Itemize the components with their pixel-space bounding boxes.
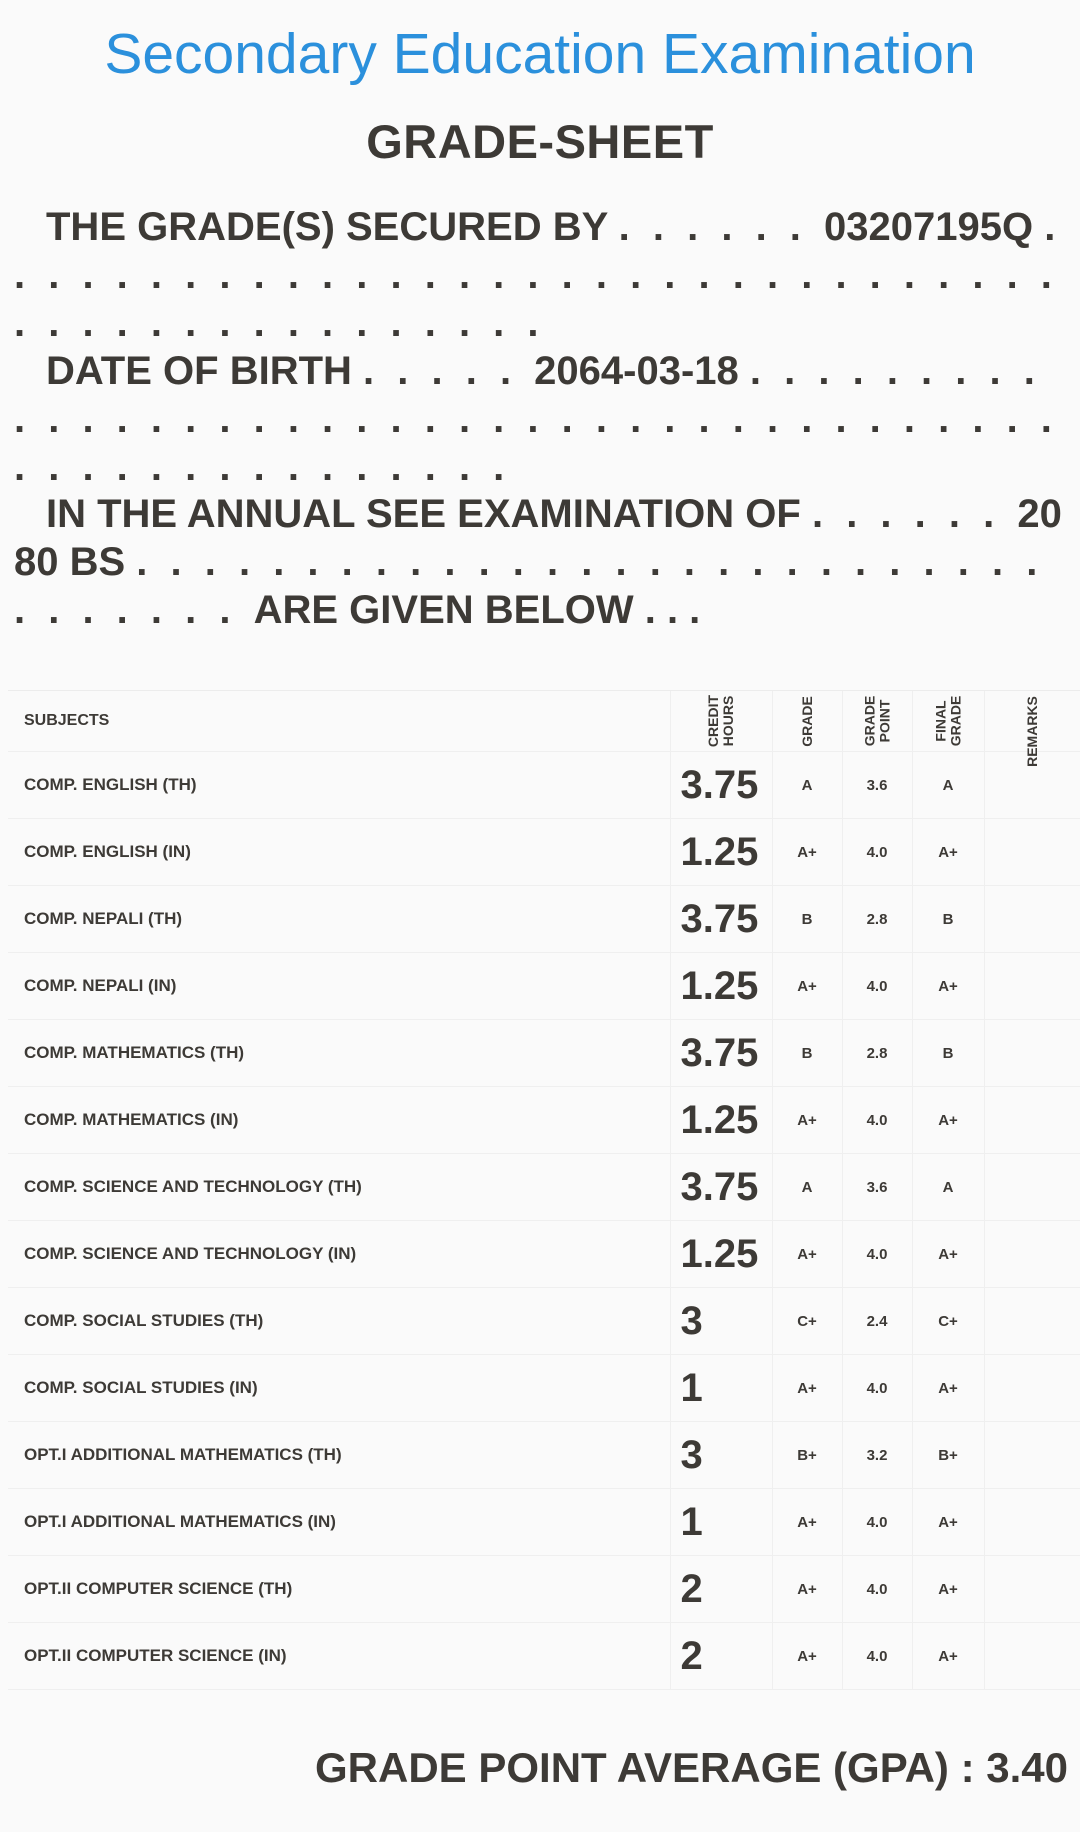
remarks-cell (984, 953, 1080, 1020)
remarks-cell (984, 1288, 1080, 1355)
header-subjects: SUBJECTS (8, 691, 670, 752)
credit-hours-cell: 1.25 (670, 1221, 772, 1288)
exam-year: 2080 BS (14, 492, 1062, 584)
final-grade-cell: A (912, 1154, 984, 1221)
grade-point-cell: 4.0 (842, 819, 912, 886)
exam-title: Secondary Education Examination (104, 22, 976, 86)
grade-cell: A+ (772, 1556, 842, 1623)
exam-line: IN THE ANNUAL SEE EXAMINATION OF . . . . . . 2080 BS . . . . . . . . . . . . . . . . . . . . . . . . . . . . . . . . . . ARE GIVEN BELOW . . . (14, 492, 1062, 632)
table-row (8, 1288, 1080, 1355)
header-remarks: REMARKS (984, 691, 1080, 752)
grade-cell: A (772, 1154, 842, 1221)
credit-hours-cell: 2 (670, 1556, 772, 1623)
gpa-summary (315, 1744, 1068, 1792)
remarks-cell (984, 1221, 1080, 1288)
grade-point-cell: 2.4 (842, 1288, 912, 1355)
final-grade-cell: A+ (912, 1489, 984, 1556)
grade-cell: A+ (772, 1623, 842, 1690)
final-grade-cell: A+ (912, 953, 984, 1020)
grade-point-cell: 3.6 (842, 1154, 912, 1221)
dob-line: DATE OF BIRTH . . . . . 2064-03-18 . . . . . . . . . . . . . . . . . . . . . . . . . . . . . . . . . . . . . . . . . . . . . . . . . . . . . . . (14, 349, 1058, 489)
credit-hours-cell: 3 (670, 1422, 772, 1489)
dob-value: 2064-03-18 (534, 349, 739, 393)
final-grade-cell: A+ (912, 1087, 984, 1154)
final-grade-cell: A+ (912, 1355, 984, 1422)
grade-point-cell: 2.8 (842, 1020, 912, 1087)
table-row (8, 752, 1080, 819)
subject-cell: COMP. SOCIAL STUDIES (TH) (8, 1288, 670, 1355)
final-grade-cell: B+ (912, 1422, 984, 1489)
subject-cell: COMP. SCIENCE AND TECHNOLOGY (TH) (8, 1154, 670, 1221)
grade-cell: B (772, 886, 842, 953)
table-row (8, 1355, 1080, 1422)
gpa-label: GRADE POINT AVERAGE (GPA) : (315, 1744, 975, 1791)
header-credit-hours: CREDIT HOURS (670, 691, 772, 752)
grades-table (8, 690, 1080, 1690)
table-row (8, 1489, 1080, 1556)
subject-cell: COMP. NEPALI (TH) (8, 886, 670, 953)
grade-point-cell: 4.0 (842, 1623, 912, 1690)
final-grade-cell: B (912, 886, 984, 953)
credit-hours-cell: 3.75 (670, 886, 772, 953)
final-grade-cell: B (912, 1020, 984, 1087)
remarks-cell (984, 819, 1080, 886)
header-grade: GRADE (772, 691, 842, 752)
table-row (8, 1422, 1080, 1489)
grade-cell: A (772, 752, 842, 819)
remarks-cell (984, 1623, 1080, 1690)
credit-hours-cell: 1 (670, 1489, 772, 1556)
table-row (8, 819, 1080, 886)
credit-hours-cell: 1.25 (670, 819, 772, 886)
final-grade-cell: C+ (912, 1288, 984, 1355)
grades-table-body (8, 752, 1080, 1690)
credit-hours-cell: 1.25 (670, 953, 772, 1020)
grade-point-cell: 4.0 (842, 1221, 912, 1288)
table-row (8, 953, 1080, 1020)
subject-cell: OPT.I ADDITIONAL MATHEMATICS (TH) (8, 1422, 670, 1489)
remarks-cell (984, 1087, 1080, 1154)
grade-point-cell: 4.0 (842, 953, 912, 1020)
gpa-value: 3.40 (986, 1744, 1068, 1791)
subject-cell: OPT.I ADDITIONAL MATHEMATICS (IN) (8, 1489, 670, 1556)
given-below-label: ARE GIVEN BELOW . . . (253, 588, 701, 632)
final-grade-cell: A+ (912, 819, 984, 886)
table-row (8, 1154, 1080, 1221)
subject-cell: COMP. MATHEMATICS (TH) (8, 1020, 670, 1087)
remarks-cell (984, 1355, 1080, 1422)
table-row (8, 1623, 1080, 1690)
grade-cell: A+ (772, 953, 842, 1020)
table-row (8, 886, 1080, 953)
credit-hours-cell: 2 (670, 1623, 772, 1690)
table-row (8, 1087, 1080, 1154)
grade-cell: A+ (772, 1355, 842, 1422)
grade-point-cell: 4.0 (842, 1355, 912, 1422)
grade-point-cell: 4.0 (842, 1087, 912, 1154)
header-final-grade: FINAL GRADE (912, 691, 984, 752)
symbol-number: 03207195Q (824, 205, 1034, 249)
credit-hours-cell: 1 (670, 1355, 772, 1422)
header-grade-point: GRADE POINT (842, 691, 912, 752)
credit-hours-cell: 3.75 (670, 752, 772, 819)
dob-label: DATE OF BIRTH (46, 349, 352, 393)
grade-cell: C+ (772, 1288, 842, 1355)
remarks-cell (984, 1422, 1080, 1489)
table-row (8, 1221, 1080, 1288)
final-grade-cell: A (912, 752, 984, 819)
grade-cell: A+ (772, 1489, 842, 1556)
grade-point-cell: 4.0 (842, 1489, 912, 1556)
grades-table-container (8, 690, 1080, 1690)
final-grade-cell: A+ (912, 1623, 984, 1690)
subject-cell: OPT.II COMPUTER SCIENCE (TH) (8, 1556, 670, 1623)
grade-point-cell: 3.2 (842, 1422, 912, 1489)
remarks-cell (984, 1154, 1080, 1221)
grade-cell: B+ (772, 1422, 842, 1489)
table-header-row (8, 691, 1080, 752)
subject-cell: COMP. ENGLISH (TH) (8, 752, 670, 819)
remarks-cell (984, 1489, 1080, 1556)
subject-cell: COMP. SCIENCE AND TECHNOLOGY (IN) (8, 1221, 670, 1288)
table-row (8, 1556, 1080, 1623)
subject-cell: COMP. SOCIAL STUDIES (IN) (8, 1355, 670, 1422)
secured-by-label: THE GRADE(S) SECURED BY (46, 205, 608, 249)
final-grade-cell: A+ (912, 1556, 984, 1623)
grade-cell: B (772, 1020, 842, 1087)
subject-cell: COMP. ENGLISH (IN) (8, 819, 670, 886)
grade-cell: A+ (772, 1087, 842, 1154)
table-row (8, 1020, 1080, 1087)
subject-cell: COMP. MATHEMATICS (IN) (8, 1087, 670, 1154)
remarks-cell (984, 886, 1080, 953)
final-grade-cell: A+ (912, 1221, 984, 1288)
credit-hours-cell: 1.25 (670, 1087, 772, 1154)
credit-hours-cell: 3.75 (670, 1154, 772, 1221)
exam-label: IN THE ANNUAL SEE EXAMINATION OF (46, 492, 801, 536)
grade-sheet-heading: GRADE-SHEET (366, 115, 714, 168)
grade-point-cell: 4.0 (842, 1556, 912, 1623)
subject-cell: COMP. NEPALI (IN) (8, 953, 670, 1020)
secured-by-line: THE GRADE(S) SECURED BY . . . . . . 03207195Q . . . . . . . . . . . . . . . . . . . . . . . . . . . . . . . . . . . . . . . . . . . . . . . . (14, 205, 1062, 345)
subject-cell: OPT.II COMPUTER SCIENCE (IN) (8, 1623, 670, 1690)
remarks-cell (984, 1556, 1080, 1623)
grade-point-cell: 3.6 (842, 752, 912, 819)
grade-cell: A+ (772, 1221, 842, 1288)
grade-cell: A+ (772, 819, 842, 886)
credit-hours-cell: 3.75 (670, 1020, 772, 1087)
remarks-cell (984, 1020, 1080, 1087)
credit-hours-cell: 3 (670, 1288, 772, 1355)
grade-point-cell: 2.8 (842, 886, 912, 953)
